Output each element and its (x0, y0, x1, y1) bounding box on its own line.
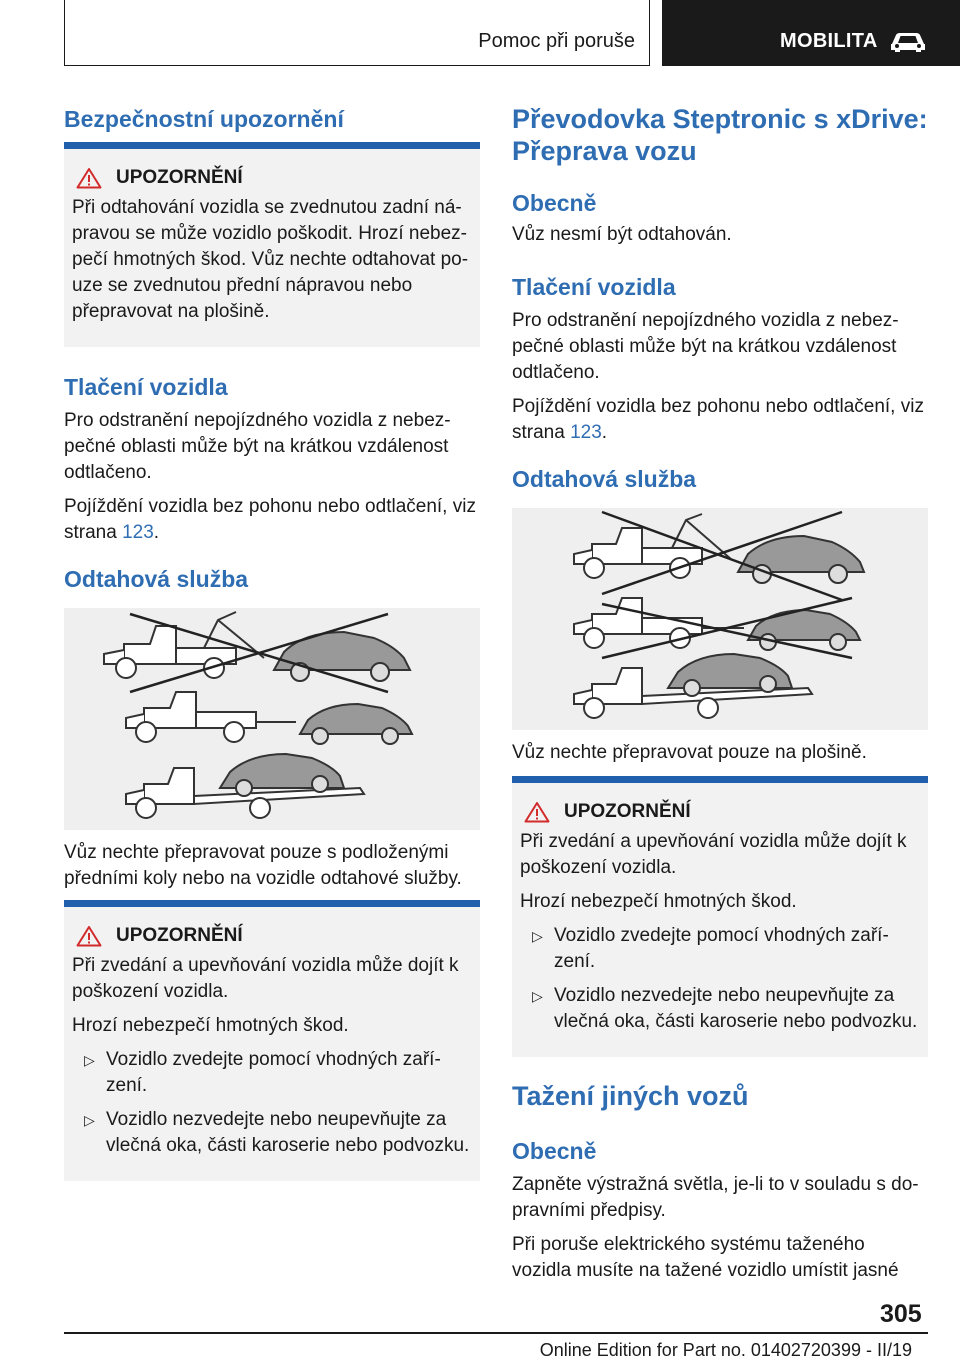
page-link-123[interactable]: 123 (122, 522, 154, 543)
tow-methods-illustration (64, 608, 480, 830)
general-heading: Obecně (512, 190, 597, 216)
warning-text: Při odtahování vozidla se zvednutou zadní ná-pravou se může vozidlo poškodit. Hrozí nebez-pečí hmotných škod. Vůz nechte odtahovat po-uze se zvednutou přední nápravou nebo přepravovat na plošině. (72, 197, 469, 322)
warning-body (520, 829, 920, 1035)
header-chapter-title: MOBILITA (780, 30, 878, 52)
car-icon (888, 28, 928, 54)
towing-paragraph: Při poruše elektrického systému taženého vozidla musíte na tažené vozidlo umístit jasné (512, 1234, 899, 1281)
warning-triangle-icon (76, 167, 102, 189)
safety-heading: Bezpečnostní upozornění (64, 106, 344, 132)
list-item: ▷ Vozidlo nezvedejte nebo neupevňujte za vlečná oka, části karoserie nebo podvozku. (84, 1109, 470, 1156)
footer-edition: Online Edition for Part no. 01402720399 - II/19 (539, 1340, 912, 1360)
tow-caption: Vůz nechte přepravovat pouze s podloženými předními koly nebo na vozidle odtahové služby. (64, 842, 462, 889)
tow-illustration-svg (512, 508, 928, 730)
tow-service-heading: Odtahová služba (64, 566, 249, 592)
push-reference: Pojíždění vozidla bez pohonu nebo odtlačení, viz strana 123. (512, 396, 924, 443)
tow-service-heading: Odtahová služba (512, 466, 697, 492)
list-item: ▷ Vozidlo zvedejte pomocí vhodných zaří-zení. (532, 925, 889, 972)
transport-title: Převodovka Steptronic s xDrive: Přeprava vozu (512, 104, 928, 166)
footer-divider (64, 1332, 928, 1334)
warning-paragraph: Při zvedání a upevňování vozidla může dojít k poškození vozidla. (520, 831, 907, 878)
list-item: ▷ Vozidlo nezvedejte nebo neupevňujte za vlečná oka, části karoserie nebo podvozku. (532, 985, 918, 1032)
warning-box-tow-axle (64, 142, 480, 347)
warning-header (524, 801, 920, 823)
push-section (512, 308, 928, 446)
warning-title: UPOZORNĚNÍ (564, 801, 691, 822)
list-item: ▷ Vozidlo zvedejte pomocí vhodných zaří-zení. (84, 1049, 441, 1096)
warning-paragraph: Hrozí nebezpečí hmotných škod. (72, 1015, 349, 1036)
triangle-bullet-icon: ▷ (84, 1112, 95, 1128)
towing-section (512, 1172, 928, 1284)
push-reference: Pojíždění vozidla bez pohonu nebo odtlačení, viz strana 123. (64, 496, 476, 543)
warning-triangle-icon (76, 925, 102, 947)
header-chapter-tab (662, 0, 960, 66)
triangle-bullet-icon: ▷ (532, 928, 543, 944)
push-paragraph: Pro odstranění nepojízdného vozidla z nebez-pečné oblasti může být na krátkou vzdálenost odtlačeno. (512, 310, 899, 383)
tow-methods-illustration (512, 508, 928, 730)
warning-box-lifting (512, 776, 928, 1057)
warning-title: UPOZORNĚNÍ (116, 167, 243, 188)
triangle-bullet-icon: ▷ (84, 1052, 95, 1068)
general-text: Vůz nesmí být odtahován. (512, 224, 732, 245)
warning-header (76, 167, 472, 189)
warning-body (72, 953, 472, 1159)
triangle-bullet-icon: ▷ (532, 988, 543, 1004)
warning-triangle-icon (524, 801, 550, 823)
push-paragraph: Pro odstranění nepojízdného vozidla z nebez-pečné oblasti může být na krátkou vzdálenost odtlačeno. (64, 410, 451, 483)
towing-general-heading: Obecně (512, 1138, 597, 1164)
warning-list (520, 923, 920, 1035)
page-number: 305 (880, 1300, 922, 1328)
warning-paragraph: Při zvedání a upevňování vozidla může dojít k poškození vozidla. (72, 955, 459, 1002)
push-heading: Tlačení vozidla (64, 374, 228, 400)
warning-paragraph: Hrozí nebezpečí hmotných škod. (520, 891, 797, 912)
tow-caption: Vůz nechte přepravovat pouze na plošině. (512, 742, 867, 763)
towing-others-heading: Tažení jiných vozů (512, 1081, 749, 1111)
warning-header (76, 925, 472, 947)
push-section (64, 408, 480, 546)
header-section-title: Pomoc při poruše (478, 30, 635, 52)
warning-list (72, 1047, 472, 1159)
warning-box-lifting (64, 900, 480, 1181)
warning-title: UPOZORNĚNÍ (116, 925, 243, 946)
towing-paragraph: Zapněte výstražná světla, je-li to v souladu s do-pravními předpisy. (512, 1174, 919, 1221)
page-link-123[interactable]: 123 (570, 422, 602, 443)
header-section-box (64, 0, 650, 66)
push-heading: Tlačení vozidla (512, 274, 676, 300)
tow-illustration-svg (64, 608, 480, 830)
